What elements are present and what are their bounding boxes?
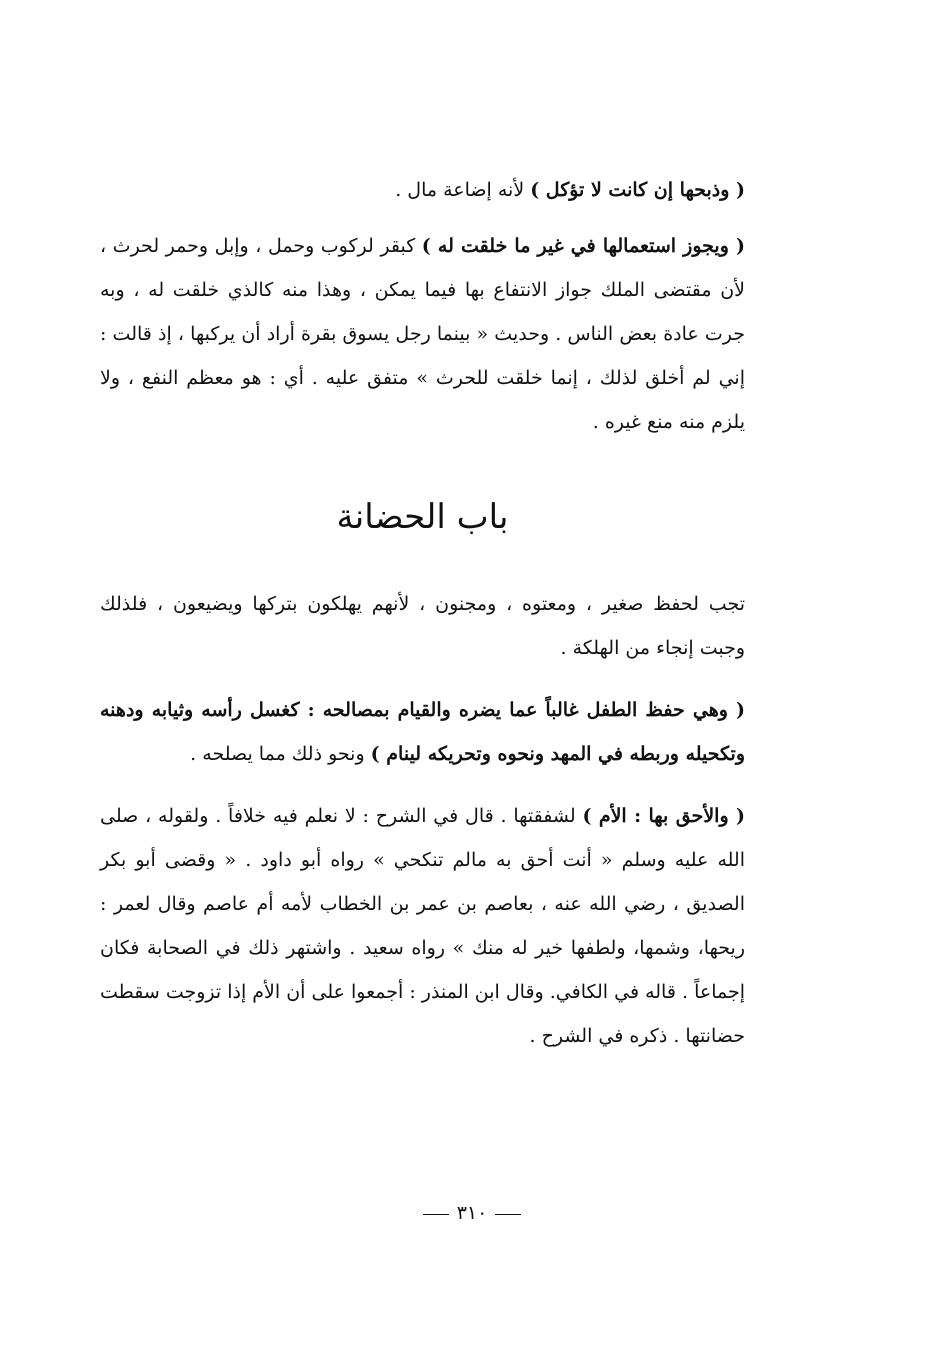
- sharh-text: ونحو ذلك مما يصلحه .: [190, 743, 371, 765]
- page-number-dash: [495, 1214, 521, 1215]
- paragraph-mother-priority: [100, 794, 745, 1058]
- sharh-text: تجب لحفظ صغير ، ومعتوه ، ومجنون ، لأنهم يهلكون بتركها ويضيعون ، فلذلك وجبت إنجاء من الهلكة .: [100, 593, 745, 659]
- page-number-text: ٣١٠: [456, 1202, 488, 1224]
- paragraph-custody-definition: [100, 582, 745, 670]
- paragraph-slaughter: [100, 168, 745, 212]
- page-number-dash: [423, 1214, 449, 1215]
- page-body: [100, 168, 745, 1058]
- matn-text: ( ويجوز استعمالها في غير ما خلقت له ): [421, 235, 746, 257]
- matn-text: ( وهي حفظ الطفل غالباً عما يضره والقيام بمصالحه : كغسل رأسه وثيابه ودهنه وتكحيله وربطه في المهد ونحوه وتحريكه لينام ): [100, 699, 745, 765]
- sharh-text: كبقر لركوب وحمل ، وإبل وحمر لحرث ، لأن مقتضى الملك جواز الانتفاع بها فيما يمكن ، وهذا منه كالذي خلقت له ، وبه جرت عادة بعض الناس . وحديث « بينما رجل يسوق بقرة أراد أن يركبها ، إذ قالت : إني لم أخلق لذلك ، إنما خلقت للحرث » متفق عليه . أي : هو معظم النفع ، ولا يلزم منه منع غيره .: [100, 235, 745, 433]
- matn-text: ( والأحق بها : الأم ): [582, 805, 745, 827]
- chapter-heading: باب الحضانة: [336, 497, 509, 537]
- page-number: [0, 1198, 944, 1228]
- sharh-text: لأنه إضاعة مال .: [395, 179, 531, 201]
- paragraph-use-animals: [100, 224, 745, 444]
- matn-text: ( وذبحها إن كانت لا تؤكل ): [530, 179, 745, 201]
- paragraph-custody-meaning: [100, 688, 745, 776]
- sharh-text: لشفقتها . قال في الشرح : لا نعلم فيه خلافاً . ولقوله ، صلى الله عليه وسلم « أنت أحق به مالم تنكحي » رواه أبو داود . « وقضى أبو بكر الصديق ، رضي الله عنه ، بعاصم بن عمر بن الخطاب لأمه أم عاصم وقال لعمر : ريحها، وشمها، ولطفها خير له منك » رواه سعيد . واشتهر ذلك في الصحابة فكان إجماعاً . قاله في الكافي. وقال ابن المنذر : أجمعوا على أن الأم إذا تزوجت سقطت حضانتها . ذكره في الشرح .: [100, 805, 745, 1047]
